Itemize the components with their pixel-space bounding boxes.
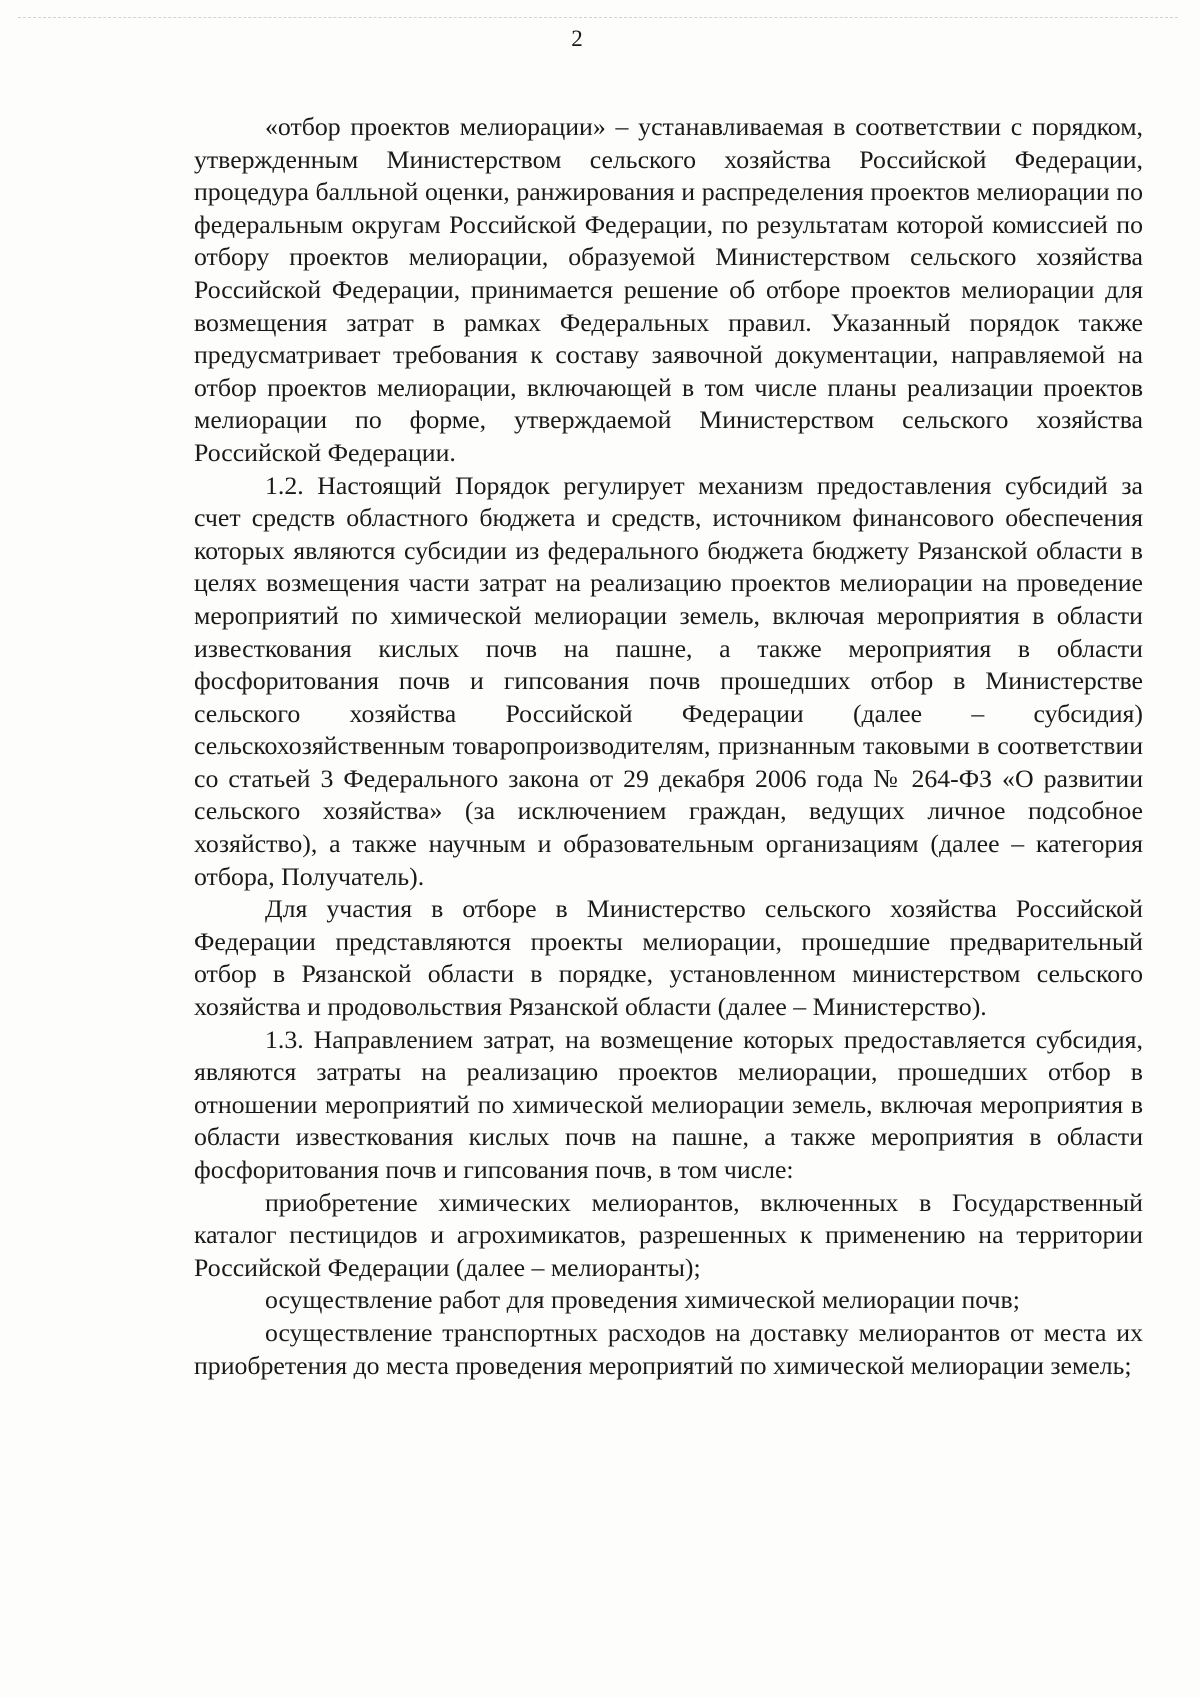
document-body: [194, 111, 1143, 1382]
paragraph-selection-participation: Для участия в отборе в Министерство сельского хозяйства Российской Федерации представляются проекты мелиорации, прошедшие предварительный отбор в Рязанской области в порядке, установленном министерством сельского хозяйства и продовольствия Рязанской области (далее – Министерство).: [194, 894, 1143, 1022]
list-item-transport-costs: осуществление транспортных расходов на доставку мелиорантов от места их приобретения до места проведения мероприятий по химической мелиорации земель;: [194, 1317, 1143, 1380]
page-number: 2: [571, 26, 583, 51]
paragraph-definition-project-selection: «отбор проектов мелиорации» – устанавливаемая в соответствии с порядком, утвержденным Министерством сельского хозяйства Российской Федерации, процедура балльной оценки, ранжирования и распределения проектов мелиорации по федеральным округам Российской Федерации, по результатам которой комиссией по отбору проектов мелиорации, образуемой Министерством сельского хозяйства Российской Федерации, принимается решение об отборе проектов мелиорации для возмещения затрат в рамках Федеральных правил. Указанный порядок также предусматривает требования к составу заявочной документации, направляемой на отбор проектов мелиорации, включающей в том числе планы реализации проектов мелиорации по форме, утверждаемой Министерством сельского хозяйства Российской Федерации.: [194, 112, 1143, 467]
paragraph-1-3: 1.3. Направлением затрат, на возмещение которых предоставляется субсидия, являются затраты на реализацию проектов мелиорации, прошедших отбор в отношении мероприятий по химической мелиорации земель, включая мероприятия в области известкования кислых почв на пашне, а также мероприятия в области фосфоритования почв и гипсования почв, в том числе:: [194, 1024, 1143, 1184]
list-item-meliorant-purchase: приобретение химических мелиорантов, включенных в Государственный каталог пестицидов и агрохимикатов, разрешенных к применению на территории Российской Федерации (далее – мелиоранты);: [194, 1187, 1143, 1282]
paragraph-1-2: 1.2. Настоящий Порядок регулирует механизм предоставления субсидий за счет средств областного бюджета и средств, источником финансового обеспечения которых являются субсидии из федерального бюджета бюджету Рязанской области в целях возмещения части затрат на реализацию проектов мелиорации на проведение мероприятий по химической мелиорации земель, включая мероприятия в области известкования кислых почв на пашне, а также мероприятия в области фосфоритования почв и гипсования почв прошедших отбор в Министерстве сельского хозяйства Российской Федерации (далее – субсидия) сельскохозяйственным товаропроизводителям, признанным таковыми в соответствии со статьей 3 Федерального закона от 29 декабря 2006 года № 264-ФЗ «О развитии сельского хозяйства» (за исключением граждан, ведущих личное подсобное хозяйство), а также научным и образовательным организациям (далее – категория отбора, Получатель).: [194, 470, 1143, 891]
list-item-melioration-works: осуществление работ для проведения химической мелиорации почв;: [265, 1285, 1020, 1315]
scan-edge-line: [18, 17, 1178, 18]
